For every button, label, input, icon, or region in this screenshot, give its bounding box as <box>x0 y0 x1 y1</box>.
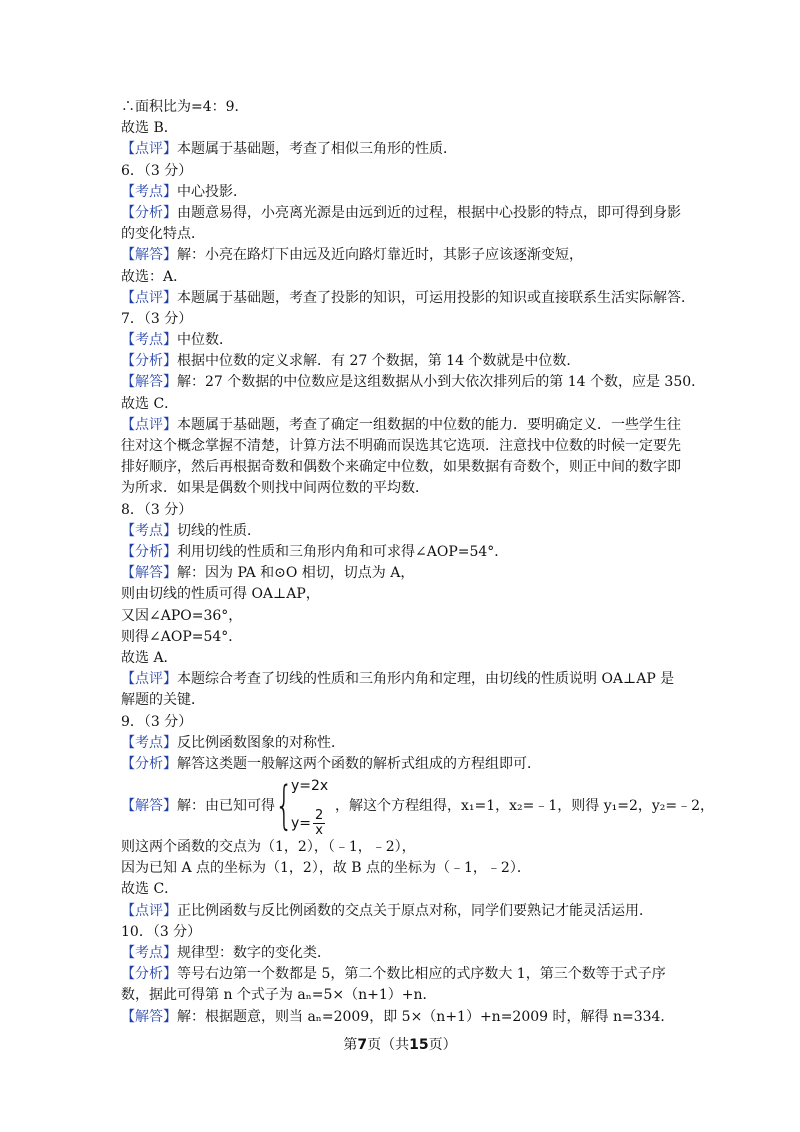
section-text: 解：因为 PA 和⊙O 相切，切点为 A， <box>177 565 415 582</box>
answer-line <box>121 1007 686 1028</box>
section-tag: 【分析】 <box>121 204 177 221</box>
section-text: ，解这个方程组得，x₁=1，x₂=﹣1，则得 y₁=2，y₂=﹣2， <box>335 798 715 815</box>
section-tag: 【考点】 <box>121 734 177 751</box>
text-line: ∴面积比为=4：9． <box>121 99 249 115</box>
comment-line <box>121 415 686 500</box>
section-text: 解：小亮在路灯下由远及近向路灯靠近时，其影子应该逐渐变短， <box>177 247 583 264</box>
page-total: 15 <box>409 1037 429 1053</box>
page-footer <box>0 1034 800 1054</box>
question-header: 10．（3 分） <box>121 923 202 940</box>
analysis-line <box>121 754 686 775</box>
section-text: 解：27 个数据的中位数应是这组数据从小到大依次排列后的第 14 个数，应是 350． <box>177 374 706 391</box>
footer-mid: 页（共 <box>367 1037 410 1053</box>
section-tag: 【解答】 <box>121 565 177 582</box>
answer-line <box>121 245 686 266</box>
fraction <box>313 809 325 838</box>
footer-suffix: 页） <box>428 1037 457 1053</box>
brace-icon: { <box>275 776 294 837</box>
fraction-denominator: x <box>315 823 323 839</box>
section-tag: 【考点】 <box>121 332 177 349</box>
section-text: 根据中位数的定义求解．有 27 个数据，第 14 个数就是中位数． <box>177 353 581 370</box>
text-line: 故选 C． <box>121 395 179 412</box>
text-line: 则得∠AOP=54°． <box>121 628 243 645</box>
answer-line <box>121 775 715 839</box>
section-text: 正比例函数与反比例函数的交点关于原点对称，同学们要熟记才能灵活运用． <box>177 902 653 919</box>
text-line: 则这两个函数的交点为（1，2），（﹣1，﹣2）， <box>121 839 416 856</box>
comment-line <box>121 669 686 711</box>
section-text: 本题属于基础题，考查了相似三角形的性质． <box>177 141 457 158</box>
answer-line <box>121 563 686 584</box>
section-text: 反比例函数图象的对称性． <box>177 734 345 751</box>
section-text: 中位数． <box>177 332 233 349</box>
text-line: 故选：A． <box>121 268 188 285</box>
section-tag: 【分析】 <box>121 755 177 772</box>
section-text: 等号右边第一个数都是 5，第二个数比相应的式序数大 1，第三个数等于式子序数，据此可得第 n 个式子为 aₙ=5×（n+1）+n． <box>121 966 666 1004</box>
answer-line <box>121 372 706 393</box>
text-line: 故选 B． <box>121 120 178 137</box>
question-header: 8．（3 分） <box>121 501 193 518</box>
section-tag: 【解答】 <box>121 247 177 264</box>
section-tag: 【点评】 <box>121 289 177 306</box>
topic-line <box>121 521 686 542</box>
section-text: 本题属于基础题，考查了投影的知识，可运用投影的知识或直接联系生活实际解答． <box>177 289 695 306</box>
analysis-line <box>121 203 686 245</box>
comment-line <box>121 901 686 922</box>
analysis-line <box>121 351 686 372</box>
section-tag: 【考点】 <box>121 945 177 962</box>
equation-lhs: y= <box>291 815 312 832</box>
topic-line <box>121 330 686 351</box>
section-text: 解答这类题一般解这两个函数的解析式组成的方程组即可． <box>177 755 541 772</box>
section-tag: 【点评】 <box>121 141 177 158</box>
comment-line <box>121 139 686 160</box>
section-tag: 【分析】 <box>121 353 177 370</box>
section-text: 解：由已知可得 <box>177 798 275 815</box>
section-tag: 【点评】 <box>121 671 177 688</box>
topic-line <box>121 182 686 203</box>
question-header: 9．（3 分） <box>121 713 193 730</box>
document-body <box>121 97 715 1028</box>
section-tag: 【分析】 <box>121 544 177 560</box>
footer-prefix: 第 <box>343 1037 358 1053</box>
question-header: 7．（3 分） <box>121 310 193 327</box>
section-text: 中心投影． <box>177 183 247 200</box>
section-text: 利用切线的性质和三角形内角和可求得∠AOP=54°． <box>177 544 509 560</box>
section-tag: 【分析】 <box>121 966 177 983</box>
section-tag: 【点评】 <box>121 902 177 919</box>
section-tag: 【考点】 <box>121 522 177 539</box>
section-text: 由题意易得，小亮离光源是由远到近的过程，根据中心投影的特点，即可得到身影的变化特点． <box>121 204 681 243</box>
section-text: 本题属于基础题，考查了确定一组数据的中位数的能力．要明确定义．一些学生往往对这个概念掌握不清楚，计算方法不明确而误选其它选项．注意找中位数的时候一定要先排好顺序，然后再根据奇数和偶数个来确定中位数，如果数据有奇数个，则正中间的数字即为所求．如果是偶数个则找中间两位数的平均数． <box>121 416 681 497</box>
text-line: 故选 C． <box>121 881 179 898</box>
text-line: 因为已知 A 点的坐标为（1，2），故 B 点的坐标为（﹣1，﹣2）． <box>121 860 531 877</box>
text-line: 故选 A． <box>121 649 178 666</box>
comment-line <box>121 288 695 309</box>
section-text: 切线的性质． <box>177 522 261 539</box>
section-tag: 【解答】 <box>121 1008 177 1025</box>
topic-line <box>121 943 686 964</box>
section-text: 规律型：数字的变化类． <box>177 945 331 962</box>
section-tag: 【解答】 <box>121 798 177 815</box>
topic-line <box>121 733 686 754</box>
equation-1: y=2x <box>291 778 329 795</box>
section-text: 本题综合考查了切线的性质和三角形内角和定理，由切线的性质说明 OA⊥AP 是解题的关键． <box>121 671 675 709</box>
equation-2 <box>291 809 325 838</box>
page-number: 7 <box>357 1037 368 1053</box>
section-text: 解：根据题意，则当 aₙ=2009，即 5×（n+1）+n=2009 时，解得 n=334． <box>177 1008 675 1025</box>
text-line: 则由切线的性质可得 OA⊥AP， <box>121 586 320 603</box>
equation-system <box>275 775 331 837</box>
analysis-line <box>121 542 686 563</box>
analysis-line <box>121 964 686 1006</box>
text-line: 又因∠APO=36°， <box>121 607 243 624</box>
section-tag: 【考点】 <box>121 183 177 200</box>
question-header: 6．（3 分） <box>121 162 193 179</box>
fraction-numerator: 2 <box>315 808 324 824</box>
section-tag: 【解答】 <box>121 374 177 391</box>
section-tag: 【点评】 <box>121 416 177 433</box>
